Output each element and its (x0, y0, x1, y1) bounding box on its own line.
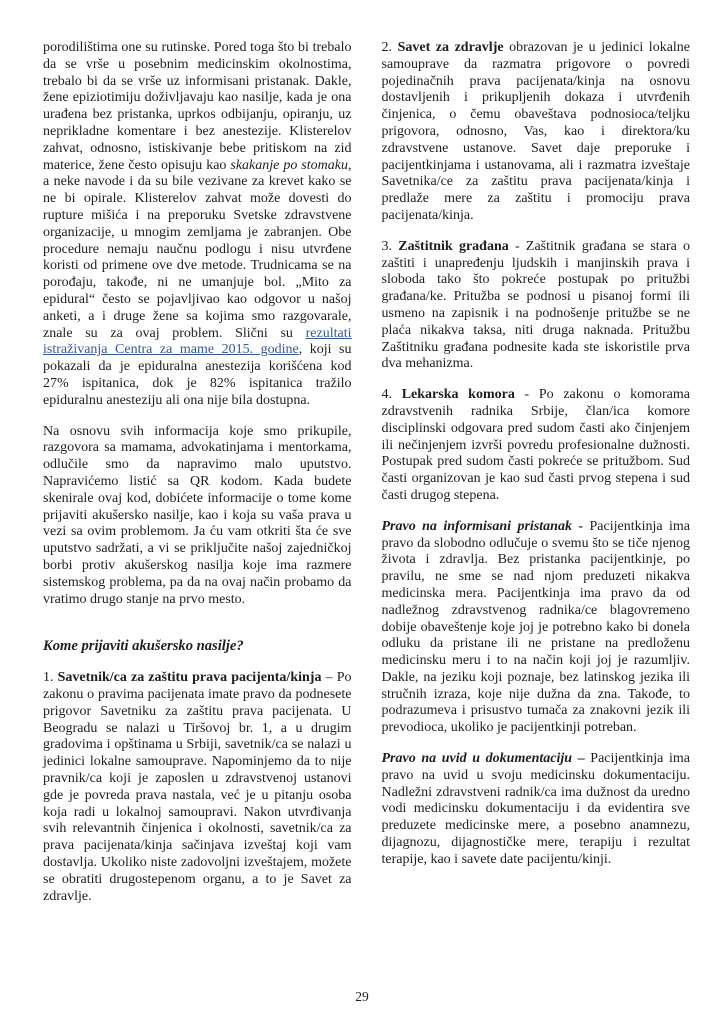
inline-link[interactable]: rezultati istraživanja Centra za mame 2015. godine (43, 325, 352, 358)
paragraph-item-4-lekarska-komora (382, 387, 691, 505)
text-run: Pacijentkinja ima pravo na uvid u svoju medicinsku dokumentaciju. Nadležni zdravstveni radnik/ca ima dužnost da uredno vodi medicinsku dokumentaciju i da evidentira sve preduzete medicinske mere, a posebno anamnezu, dijagnozu, dijagnostičke mere, terapiju i rezultat terapije, kao i savete date pacijentu/kinji. (381, 751, 690, 867)
text-run: Savet za zdravlje (397, 40, 504, 55)
text-run: - Po zakonu o komorama zdravstvenih radnika Srbije, član/ica komore disciplinski odgovara pred sudom časti ako činjenjem ili nečinjenjem izvrši povredu profesionalne dužnosti. Postupak pred sudom časti pokreće se pritužbom. Sud časti organizovan je kao sud časti prvog stepena i sud časti drugog stepena. (381, 387, 690, 503)
text-run: 2. (381, 40, 398, 55)
paragraph-item-1-savetnik (43, 670, 352, 905)
text-run: - Zaštitnik građana se stara o zaštiti i unapređenju ljudskih i manjinskih prava i sloboda tako što pokreće postupak po pritužbi građana/ke. Pritužba se podnosi u pisanoj formi ili usmeno na zapisnik i na podnošenje pritužbe se ne plaća nikakva taksa, niti druga naknada. Pritužbu Zaštitniku građana podnesite kada ste iskoristile prva dva mehanizma. (381, 238, 691, 372)
page-number: 29 (355, 989, 369, 1004)
paragraph-pravo-informisani-pristanak (382, 519, 691, 737)
text-run: , koji su pokazali da je epiduralna anestezija korišćena kod 27% ispitanica, dok je 82% ispitanica tražilo epiduralnu anesteziju ali ona nije bila dostupna. (43, 342, 352, 408)
paragraph-episiotomy (43, 40, 352, 410)
text-columns (43, 40, 690, 919)
text-run: 3. (381, 238, 399, 254)
paragraph-item-2-savet-za-zdravlje (382, 40, 691, 225)
text-run: – (572, 751, 591, 767)
text-run: Pravo na uvid u dokumentaciju (381, 751, 573, 767)
paragraph-item-3-zastitnik-gradjana (382, 239, 691, 373)
text-run: Savetnik/ca za zaštitu prava pacijenta/kinja (57, 670, 322, 686)
left-column (43, 40, 352, 919)
right-column (382, 40, 691, 919)
text-run: Zaštitnik građana (398, 238, 509, 254)
text-run: Pacijentkinja ima pravo da slobodno odlučuje o svemu što se tiče njenog života i zdravlja. Bez pristanka pacijentkinje, po pravilu, ne sme se nad njom preduzeti nikakva medicinska mera. Pacijentkinja ima pravo da od nadležnog zdravstvenog radnika/ce blagovremeno dobije obaveštenje koje joj je potrebno kako bi donela odluku da pristane ili ne pristane na predloženu medicinsku meru i to na način koji joj je razumljiv. Dakle, na jeziku koji poznaje, bez latinskog jezika ili stručnih izraza, koje nije dužna da zna. Takođe, to podrazumeva i prisustvo tumača za znakovni jezik ili prevodioca, ukoliko je pacijentkinji potreban. (381, 518, 690, 736)
text-run: – Po zakonu o pravima pacijenata imate pravo da podnesete prigovor Savetniku za zaštitu prava pacijenata. U Beogradu se nalazi u Tiršovoj br. 1, a u drugim gradovima i opštinama u Srbiji, savetnik/ca se nalazi u jedinici lokalne samouprave. Napominjemo da to nije pravnik/ca koji je zaposlen u zdravstvenoj ustanovi gde je povreda prava nastala, već je u pitanju osoba koja radi u lokalnoj samoupravi. Nakon utvrđivanja svih relevantnih činjenica i okolnosti, savetnik/ca za prava pacijenata/kinja sačinjava izveštaj koji vam dostavlja. Ukoliko niste zadovoljni izveštajem, možete se obratiti drugostepenom organu, a to je Savet za zdravlje. (43, 670, 352, 904)
text-run: 1. (43, 670, 58, 686)
text-run: Lekarska komora (401, 387, 515, 403)
text-run: Na osnovu svih informacija koje smo prikupile, razgovora sa mamama, advokatinjama i mentorkama, odlučile smo da napravimo malo uputstvo. Napravićemo listić sa QR kodom. Kada budete skenirale ovaj kod, dobićete informacije o tome kome prijaviti akušersko nasilje, kao i koja su vaša prava u vezi sa ovim problemom. Ja ću vam otkriti šta će sve uputstvo sadržati, a vi se priključite našoj zajedničkoj borbi protiv akušerskog nasilja koje ima razmere sistemskog problema, pa da na ovaj način probamo da vratimo drugo stanje na prvo mesto. (43, 423, 352, 607)
text-run: porodilištima one su rutinske. Pored toga što bi trebalo da se vrše u posebnim medicinskim okolnostima, trebalo bi da se vrše uz informisani pristanak. Dakle, žene epiziotimiju doživljavaju kao nasilje, kada je ona urađena bez pristanka, uprkos odbijanju, opiranju, uz neprikladne komentare i bez anestezije. Klisterelov zahvat, odnosno, istiskivanje bebe pritiskom na zid materice, žene često opisuju kao (43, 40, 352, 173)
paragraph-qr-uputstvo (43, 424, 352, 609)
text-run: 4. (381, 387, 402, 403)
text-run: Kome prijaviti akušersko nasilje? (43, 638, 244, 655)
paragraph-pravo-uvid-dokumentacija (382, 751, 691, 869)
section-heading-kome-prijaviti (43, 638, 352, 655)
text-run: skakanje po stomaku (230, 157, 348, 173)
text-run: , a neke navode i da su bile vezivane za krevet kako se ne bi opirale. Klisterelov zahvat može dovesti do rupture mišića i na preporuku Svetske zdravstvene organizacije, u mnogim zemljama je zabranjen. Obe procedure nemaju naučnu podlogu i nisu utvrđene koristi od primene ove dve metode. Trudnicama se na porođaju, takođe, ni ne umanjuje bol. „Mito za epidural“ često se pojavljivao kao odgovor u našoj anketi, a i druge žene sa kojima smo razgovarale, znale su za ovaj problem. Slični su (43, 157, 352, 341)
text-run: - (571, 518, 590, 534)
text-run: Pravo na informisani pristanak (381, 518, 572, 534)
text-run: obrazovan je u jedinici lokalne samouprave da razmatra prigovore o povredi pojedinačnih prava pacijenata/kinja na osnovu dostavljenih i prikupljenih dokaza i utvrđenih činjenica, o čemu obaveštava podnosioca/teljku prigovora, odnosno, Vas, kao i direktora/ku zdravstvene ustanove. Savet daje preporuke i pacijentkinjama i ustanovama, ali i razmatra izveštaje Savetnika/ce za zaštitu prava pacijenata/kinja i predlaže mere za zaštitu i promociju prava pacijenata/kinja. (381, 40, 691, 223)
